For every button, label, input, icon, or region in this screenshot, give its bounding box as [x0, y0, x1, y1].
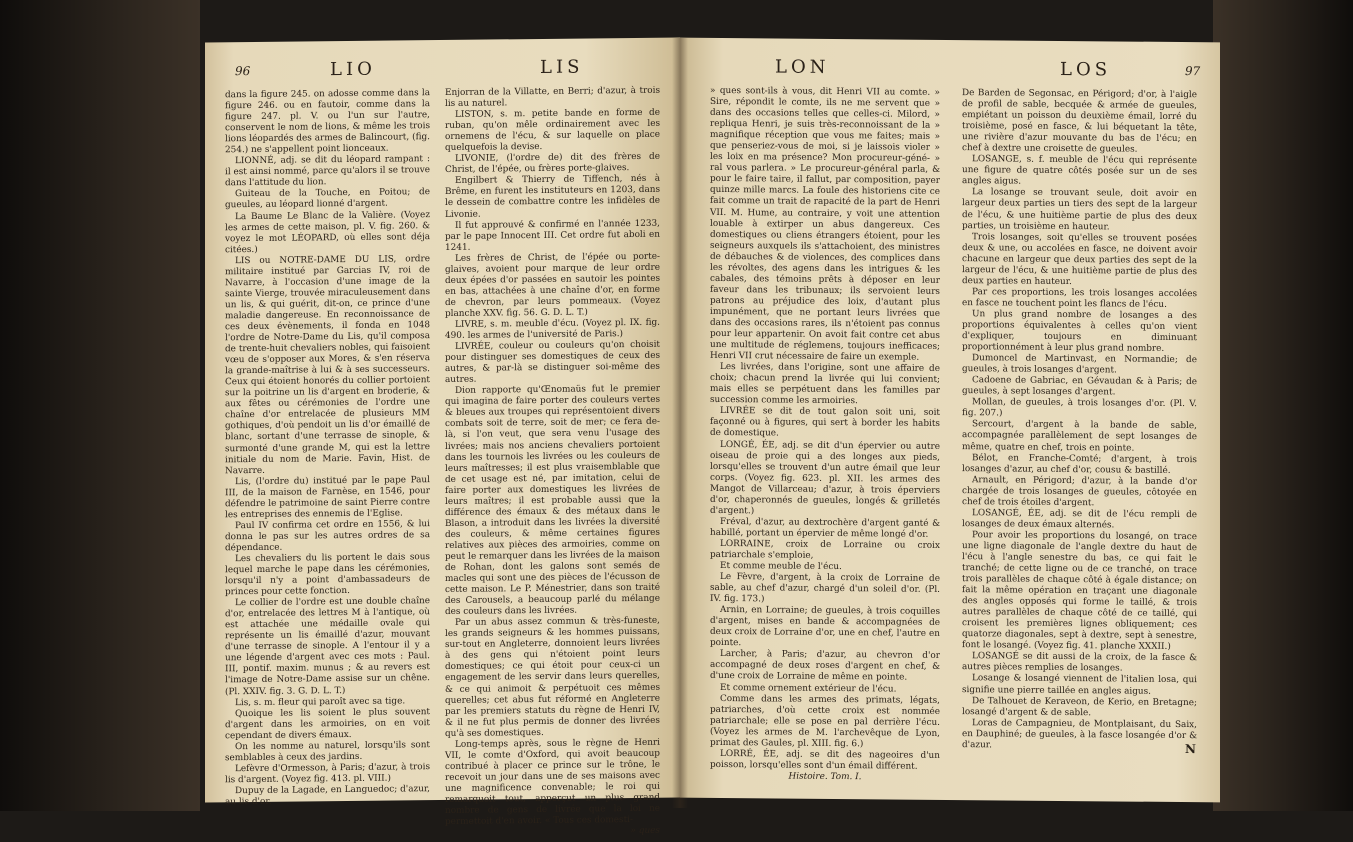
paragraph: LIVRÉE, couleur ou couleurs qu'on choisit pour distinguer ses domestiques de ceux des autres, & par-là se distinguer soi-même des autres. [445, 339, 660, 386]
paragraph: LIVRE, s. m. meuble d'écu. (Voyez pl. IX. fig. 490. les armes de l'université de Paris.) [445, 317, 660, 342]
paragraph: Arnin, en Lorraine; de gueules, à trois coquilles d'argent, mises en bande & accompagnées de deux croix de Lorraine d'or, une en chef, l'autre en pointe. [710, 605, 940, 649]
running-head-lon: LON [775, 56, 830, 78]
paragraph: LIVONIE, (l'ordre de) dit des frères de Christ, de l'épée, ou frères porte-glaives. [445, 152, 660, 176]
paragraph: Et comme meuble de l'écu. [720, 561, 842, 573]
paragraph: LISTON, s. m. petite bande en forme de ruban, qu'on mêle ordinairement avec les ornemens de l'écu, & sur laquelle on place quelquefois la devise. [445, 107, 660, 154]
paragraph: LONGÉ, ÉE, adj. se dit d'un épervier ou autre oiseau de proie qui a des longes aux pieds, lorsqu'elles se trouvent d'un autre émail que leur corps. (Voyez fig. 623. pl. XII. les armes des Mangot de Villarceau; d'azur, à trois éperviers d'or, chaperonnés de gueules, longés & grilletés d'argent.) [710, 439, 940, 517]
paragraph: Dion rapporte qu'Œnomaüs fut le premier qui imagina de faire porter des couleurs vertes & bleues aux troupes qui représentoient divers combats soit de terre, soit de mer; ce fera de-là, si l'on veut, que sera venu l'usage des livrées; mais nos anciens chevaliers portoient dans les tournois les livrées ou les couleurs de leurs maîtresses; il est plus vraisemblable que de cet usage est né, par imitation, celui de faire porter aux domestiques les livrées de leurs maîtres; il est probable aussi que la différence des émaux & des métaux dans le Blason, a introduit dans les livrées la diversité des couleurs, & même certaines figures relatives aux pièces des armoiries, comme on peut le remarquer dans les livrées de la maison de Rohan, dont les galons sont semés de macles qui sont une des pièces de l'écusson de cette maison. Le P. Ménestrier, dans son traité des Carousels, a beaucoup parlé du mélange des couleurs dans les livrées. [445, 383, 660, 618]
paragraph: LIS ou NOTRE-DAME DU LIS, ordre militaire institué par Garcias IV, roi de Navarre, à l'occasion d'une image de la sainte Vierge, trouvée miraculeusement dans un lis, & qui guérit, dit-on, ce prince d'une maladie dangereuse. En reconnoissance de ces deux évènements, il fonda en 1048 l'ordre de Notre-Dame du Lis, qu'il composa de trente-huit chevaliers nobles, qui faisoient vœu de s'opposer aux Mores, & s'en réserva la grande-maîtrise à lui & à ses successeurs. Ceux qui étoient honorés du collier portoient sur la poitrine un lis d'argent en broderie, & aux fêtes ou cérémonies de l'ordre une chaîne d'or entrelacée de plusieurs MM gothiques, d'où pendoit un lis d'or émaillé de blanc, sortant d'une terrasse de sinople, & surmonté d'une grande M, qui est la lettre initiale du nom de Marie. Favin, Hist. de Navarre. [225, 253, 430, 476]
paragraph: Par un abus assez commun & très-funeste, les grands seigneurs & les hommes puissans, sur-tout en Angleterre, donnoient leurs livrées à des gens qui n'étoient point leurs domestiques; ce qui étoit pour ceux-ci un engagement de les servir dans leurs querelles, & ce qui animoit & perpétuoit ces mêmes querelles; cet abus fut réformé en Angleterre par les premiers statuts du règne de Henri IV, & il ne fut plus permis de donner des livrées qu'à ses domestiques. [445, 615, 660, 739]
paragraph: Arnault, en Périgord; d'azur, à la bande d'or chargée de trois losanges de gueules, côtoyée en chef de trois étoiles d'argent. [962, 474, 1197, 508]
paragraph: La losange se trouvant seule, doit avoir en largeur deux parties un tiers des sept de la largeur de l'écu, & une huitième partie de plus des deux parties, un troisième en hauteur. [962, 187, 1197, 232]
paragraph: LOSANGÉ, ÉE, adj. se dit de l'écu rempli de losanges de deux émaux alternés. [962, 507, 1197, 531]
signature-mark: N [1185, 742, 1196, 757]
paragraph: Lis, s. m. fleur qui paroît avec sa tige. [235, 695, 406, 708]
paragraph: Comme dans les armes des primats, légats, patriarches, d'où cette croix est nommée patriarchale; elle se pose en pal derrière l'écu. (Voyez les armes de M. l'archevêque de Lyon, primat des Gaules, pl. XIII. fig. 6.) [710, 693, 940, 750]
paragraph: Le collier de l'ordre est une double chaîne d'or, entrelacée des lettres M à l'antique, où est attachée une médaille ovale qui représente un lis émaillé d'azur, mouvant d'une terrasse de sinople. A l'entour il y a une légende d'argent avec ces mots : Paul. III, pontif. maxim. munus ; & au revers est l'image de Notre-Dame assise sur un chêne. (Pl. XXIV. fig. 3. G. D. L. T.) [225, 596, 430, 697]
left-page-column-2 [445, 86, 660, 839]
right-page [680, 38, 1220, 803]
paragraph: Sercourt, d'argent à la bande de sable, accompagnée parallèlement de sept losanges de même, quatre en chef, trois en pointe. [962, 419, 1197, 454]
paragraph: Larcher, à Paris; d'azur, au chevron d'or accompagné de deux roses d'argent en chef, & d'une croix de Lorraine de même en pointe. [710, 649, 940, 684]
book-cover-left [0, 0, 200, 811]
paragraph: Les frères de Christ, de l'épée ou porte-glaives, avoient pour marque de leur ordre deux épées d'or passées en sautoir les pointes en bas, attachées à une chaîne d'or, en forme de chevron, par leurs pommeaux. (Voyez planche XXV. fig. 56. G. D. L. T.) [445, 251, 660, 319]
paragraph: De Barden de Segonsac, en Périgord; d'or, à l'aigle de profil de sable, becquée & armée de gueules, empiétant un poisson du deuxième émail, lorré du troisième, posé en fasce, & lui béquetant la tête, une rivière d'azur mouvante du bas de l'écu; en chef à dextre une croisette de gueules. [962, 88, 1197, 155]
paragraph: Cadoene de Gabriac, en Gévaudan & à Paris; de gueules, à sept losanges d'argent. [962, 375, 1197, 398]
paragraph: Lefèvre d'Ormesson, à Paris; d'azur, à trois lis d'argent. (Voyez fig. 413. pl. VIII.) [225, 761, 430, 786]
paragraph: La Baume Le Blanc de la Valière. (Voyez les armes de cette maison, pl. V. fig. 260. & voyez le mot LÉOPARD, où elles sont déja citées.) [225, 209, 430, 255]
paragraph: Les livrées, dans l'origine, sont une affaire de choix; chacun prend la livrée qui lui convient; mais elles se perpétuent dans les familles par succession comme les armoiries. [710, 362, 940, 407]
paragraph: Dupuy de la Lagade, en Languedoc; d'azur, au lis d'or. [225, 784, 430, 808]
paragraph: Un plus grand nombre de losanges a des proportions équivalentes à celles qu'on vient d'expliquer, toujours en diminuant proportionnément à leur plus grand nombre. [962, 309, 1197, 354]
book-gutter [672, 38, 688, 808]
running-head-lio: LIO [330, 58, 376, 81]
paragraph: dans la figure 245. on adosse comme dans la figure 246. ou en fautoir, comme dans la figure 247. pl. V. ou l'un sur l'autre, conservent le nom de lions, & même les trois lions léopardés des armes de Balincourt, (fig. 254.) ne s'appellent point lionceaux. [225, 88, 430, 156]
paragraph: Et comme ornement extérieur de l'écu. [720, 682, 897, 695]
paragraph: Quoique les lis soient le plus souvent d'argent dans les armoiries, on en voit cependant de divers émaux. [225, 706, 430, 741]
running-head-lis: LIS [540, 56, 584, 78]
running-head-los: LOS [1060, 58, 1112, 81]
paragraph: Paul IV confirma cet ordre en 1556, & lui donna le pas sur les autres ordres de sa dépendance. [225, 518, 430, 554]
paragraph: Enjorran de la Villatte, en Berri; d'azur, à trois lis au naturel. [445, 85, 660, 110]
paragraph: LIVRÉE se dit de tout galon soit uni, soit façonné ou à figures, qui sert à border les habits de domestique. [710, 406, 940, 439]
paragraph: On les nomme au naturel, lorsqu'ils sont semblables à ceux des jardins. [225, 739, 430, 764]
paragraph: Il fut approuvé & confirmé en l'année 1233, par le pape Innocent III. Cet ordre fut aboli en 1241. [445, 218, 660, 253]
paragraph: Fréval, d'azur, au dextrochère d'argent ganté & habillé, portant un épervier de même longé d'or. [710, 516, 940, 540]
page-number-left: 96 [235, 64, 251, 79]
book-cover-right [1213, 0, 1353, 811]
left-page [205, 38, 680, 837]
catchword: » ques [630, 825, 660, 837]
paragraph: LOSANGE, s. f. meuble de l'écu qui représente une figure de quatre côtés posée sur un de ses angles aigus. [962, 154, 1197, 187]
right-page-column-1 [710, 86, 940, 784]
paragraph: LIONNÉ, adj. se dit du léopard rampant : il est ainsi nommé, parce qu'alors il se trouve dans l'attitude du lion. [225, 154, 430, 189]
footer-volume: Histoire. Tom. I. [788, 771, 862, 783]
paragraph: De Talhouet de Keraveon, de Kerio, en Bretagne; losangé d'argent & de sable. [962, 695, 1197, 718]
paragraph: Pour avoir les proportions du losangé, on trace une ligne diagonale de l'angle dextre du haut de l'écu à l'angle senestre du bas, ce qui fait le tranché; de cette ligne ou de ce tranché, on trace trois parallèles de chaque côté à égale distance; on fait la même opération en traçant une diagonale des angles opposés qui forme le taillé, & trois autres parallèles de chaque côté de ce taillé, qui croisent les premières lignes obliquement; ces quatorze diagonales, sept à dextre, sept à senestre, font le losangé. (Voyez fig. 41. planche XXXII.) [962, 530, 1197, 653]
paragraph: LOSANGÉ se dit aussi de la croix, de la fasce & autres pièces remplies de losanges. [962, 651, 1197, 674]
paragraph: LORRAINE, croix de Lorraine ou croix patriarchale s'emploie, [710, 538, 940, 561]
paragraph: Mollan, de gueules, à trois losanges d'or. (Pl. V. fig. 207.) [962, 397, 1197, 419]
page-number-right: 97 [1185, 64, 1201, 79]
paragraph: LORRÉ, ÉE, adj. se dit des nageoires d'un poisson, lorsqu'elles sont d'un émail différent. [710, 748, 940, 772]
paragraph: Long-temps après, sous le règne de Henri VII, le comte d'Oxford, qui avoit beaucoup contribué à placer ce prince sur le trône, le recevoit un jour dans une de ses maisons avec une magnificence convenable; le roi qui remarquoit tout, apperçut un plus grand nombre de gens de livrée que la loi ne permettoit d'en avoir. « Tous ces domesti- [445, 737, 660, 828]
paragraph: Trois losanges, soit qu'elles se trouvent posées deux & une, ou accolées en fasce, ne doivent avoir chacune en largeur que deux parties des sept de la largeur de l'écu, & une huitième partie de plus des deux parties en hauteur. [962, 231, 1197, 287]
paragraph: Guiteau de la Touche, en Poitou; de gueules, au léopard lionné d'argent. [225, 187, 430, 211]
paragraph: Bélot, en Franche-Comté; d'argent, à trois losanges d'azur, au chef d'or, cousu & bastillé. [962, 452, 1197, 476]
paragraph: Engilbert & Thierry de Tiffench, nés à Brême, en furent les instituteurs en 1203, dans le dessein de combattre contre les infidèles de Livonie. [445, 174, 660, 220]
paragraph: Le Fèvre, d'argent, à la croix de Lorraine de sable, au chef d'azur, chargé d'un soleil d'or. (Pl. IV. fig. 173.) [710, 572, 940, 605]
paragraph: Losange & losangé viennent de l'italien losa, qui signifie une pierre taillée en angles aigus. [962, 673, 1197, 697]
paragraph: Dumoncel de Martinvast, en Normandie; de gueules, à trois losanges d'argent. [962, 353, 1197, 376]
right-page-column-2 [962, 88, 1197, 753]
paragraph: » ques sont-ils à vous, dit Henri VII au comte. » Sire, répondit le comte, ils ne me servent que » dans des occasions telles que celles-ci. Milord, » repliqua Henri, je suis très-reconnoissant de la » magnifique réception que vous me faites; mais » que penseriez-vous de moi, si je laissois violer » les loix en ma présence? Mon procureur-géné- » ral vous parlera. » Le procureur-général parla, & pour le faire taire, il fallut, par composition, payer quinze mille marcs. La foule des historiens cite ce fait comme un trait de rapacité de la part de Henri VII. M. Hume, au contraire, y voit une attention louable à extirper un abus dangereux. Ces domestiques ou cliens étrangers étoient, pour les seigneurs auxquels ils s'attachoient, des ministres de débauches & de violences, des complices dans les révoltes, des agens dans les intrigues & les cabales, des témoins prêts à déposer en leur faveur dans les tribunaux; ils servoient leurs patrons au préjudice des loix, d'autant plus impunément, que ne portant leurs livrées que dans des occasions rares, ils n'étoient pas connus pour leur appartenir. On avoit fait contre cet abus une multitude de réglemens, toujours inefficaces; Henri VII crut nécessaire de faire un exemple. [710, 85, 940, 363]
paragraph: Par ces proportions, les trois losanges accolées en fasce ne touchent point les flancs de l'écu. [962, 287, 1197, 310]
paragraph: Loras de Campagnieu, de Montplaisant, du Saix, en Dauphiné; de gueules, à la fasce losangée d'or & d'azur. [962, 717, 1197, 751]
paragraph: Lis, (l'ordre du) institué par le pape Paul III, de la maison de Farnèse, en 1546, pour défendre le patrimoine de saint Pierre contre les entreprises des ennemis de l'Eglise. [225, 474, 430, 521]
paragraph: Les chevaliers du lis portent le dais sous lequel marche le pape dans les cérémonies, lorsqu'il n'y a point d'ambassadeurs de princes pour cette fonction. [225, 552, 430, 598]
left-page-column-1 [225, 88, 430, 808]
